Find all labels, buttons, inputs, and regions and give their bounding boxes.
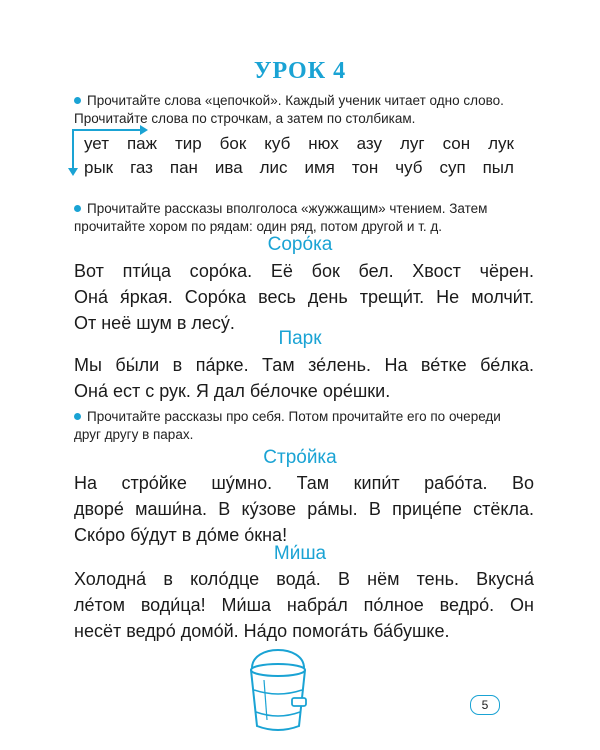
story-line: Ско́ро бу́дут в до́ме о́кна!: [74, 525, 288, 545]
bullet-icon: [74, 413, 81, 420]
word: ует: [84, 134, 109, 153]
instruction-text: Прочитайте рассказы про себя. Потом прочитайте его по очереди друг другу в парах.: [74, 409, 501, 442]
story-line: дворе́ маши́на. В ку́зове ра́мы. В прице́пе стёкла.: [74, 499, 534, 519]
instruction-text: Прочитайте рассказы вполголоса «жужжащим» чтением. Затем прочитайте хором по рядам: один ряд, потом другой и т. д.: [74, 201, 488, 234]
word: пыл: [482, 158, 514, 177]
story-title: Ми́ша: [273, 543, 327, 564]
right-arrow-icon: [72, 129, 146, 131]
story-title: Парк: [278, 328, 322, 349]
word: бок: [219, 134, 247, 153]
story-line: От неё шум в лесу́.: [74, 313, 235, 333]
bullet-icon: [74, 205, 81, 212]
page-number: 5: [470, 695, 500, 715]
word-row: [84, 132, 514, 156]
instruction-aloud: [74, 200, 524, 236]
word: лук: [488, 134, 514, 153]
word: имя: [304, 158, 335, 177]
word: лис: [259, 158, 288, 177]
bullet-icon: [74, 97, 81, 104]
story-line: Вот пти́ца соро́ка. Её бок бел. Хвост чёрен.: [74, 261, 534, 281]
word-row: [84, 156, 514, 180]
instruction-words: [74, 92, 524, 128]
story-line: Холодна́ в коло́дце вода́. В нём тень. Вкусна́: [74, 569, 534, 589]
story-text: [74, 352, 534, 404]
story-title: Соро́ка: [267, 234, 333, 255]
story-line: несёт ведро́ домо́й. На́до помога́ть ба́бушке.: [74, 621, 450, 641]
story-line: На стро́йке шу́мно. Там кипи́т рабо́та. Во: [74, 473, 534, 493]
word: паж: [126, 134, 157, 153]
story-line: Она́ ест с рук. Я дал бе́лочке оре́шки.: [74, 381, 391, 401]
word: чуб: [395, 158, 423, 177]
word: луг: [400, 134, 425, 153]
story-line: Она́ я́ркая. Соро́ка весь день трещи́т. Не молчи́т.: [74, 287, 534, 307]
story-line: ле́том води́ца! Ми́ша набра́л по́лное ведро́. Он: [74, 595, 534, 615]
bucket-icon: [240, 638, 316, 738]
word: газ: [130, 158, 153, 177]
word: сон: [442, 134, 471, 153]
word: тир: [174, 134, 202, 153]
word: азу: [356, 134, 383, 153]
word: куб: [264, 134, 291, 153]
word: пан: [169, 158, 198, 177]
story-text: [74, 258, 534, 336]
word: суп: [439, 158, 466, 177]
instruction-text: Прочитайте слова «цепочкой». Каждый ученик читает одно слово. Прочитайте слова по строчкам, а затем по столбикам.: [74, 93, 504, 126]
word-table: [84, 132, 514, 180]
word: нюх: [308, 134, 339, 153]
story-text: [74, 566, 534, 644]
story-text: [74, 470, 534, 548]
story-title: Стро́йка: [263, 447, 337, 468]
story-line: Мы бы́ли в па́рке. Там зе́лень. На ве́тке бе́лка.: [74, 355, 534, 375]
word: рык: [84, 158, 114, 177]
word: тон: [351, 158, 379, 177]
lesson-title: УРОК 4: [253, 58, 347, 84]
instruction-silent: [74, 408, 524, 444]
down-arrow-icon: [72, 130, 74, 172]
word: ива: [214, 158, 243, 177]
